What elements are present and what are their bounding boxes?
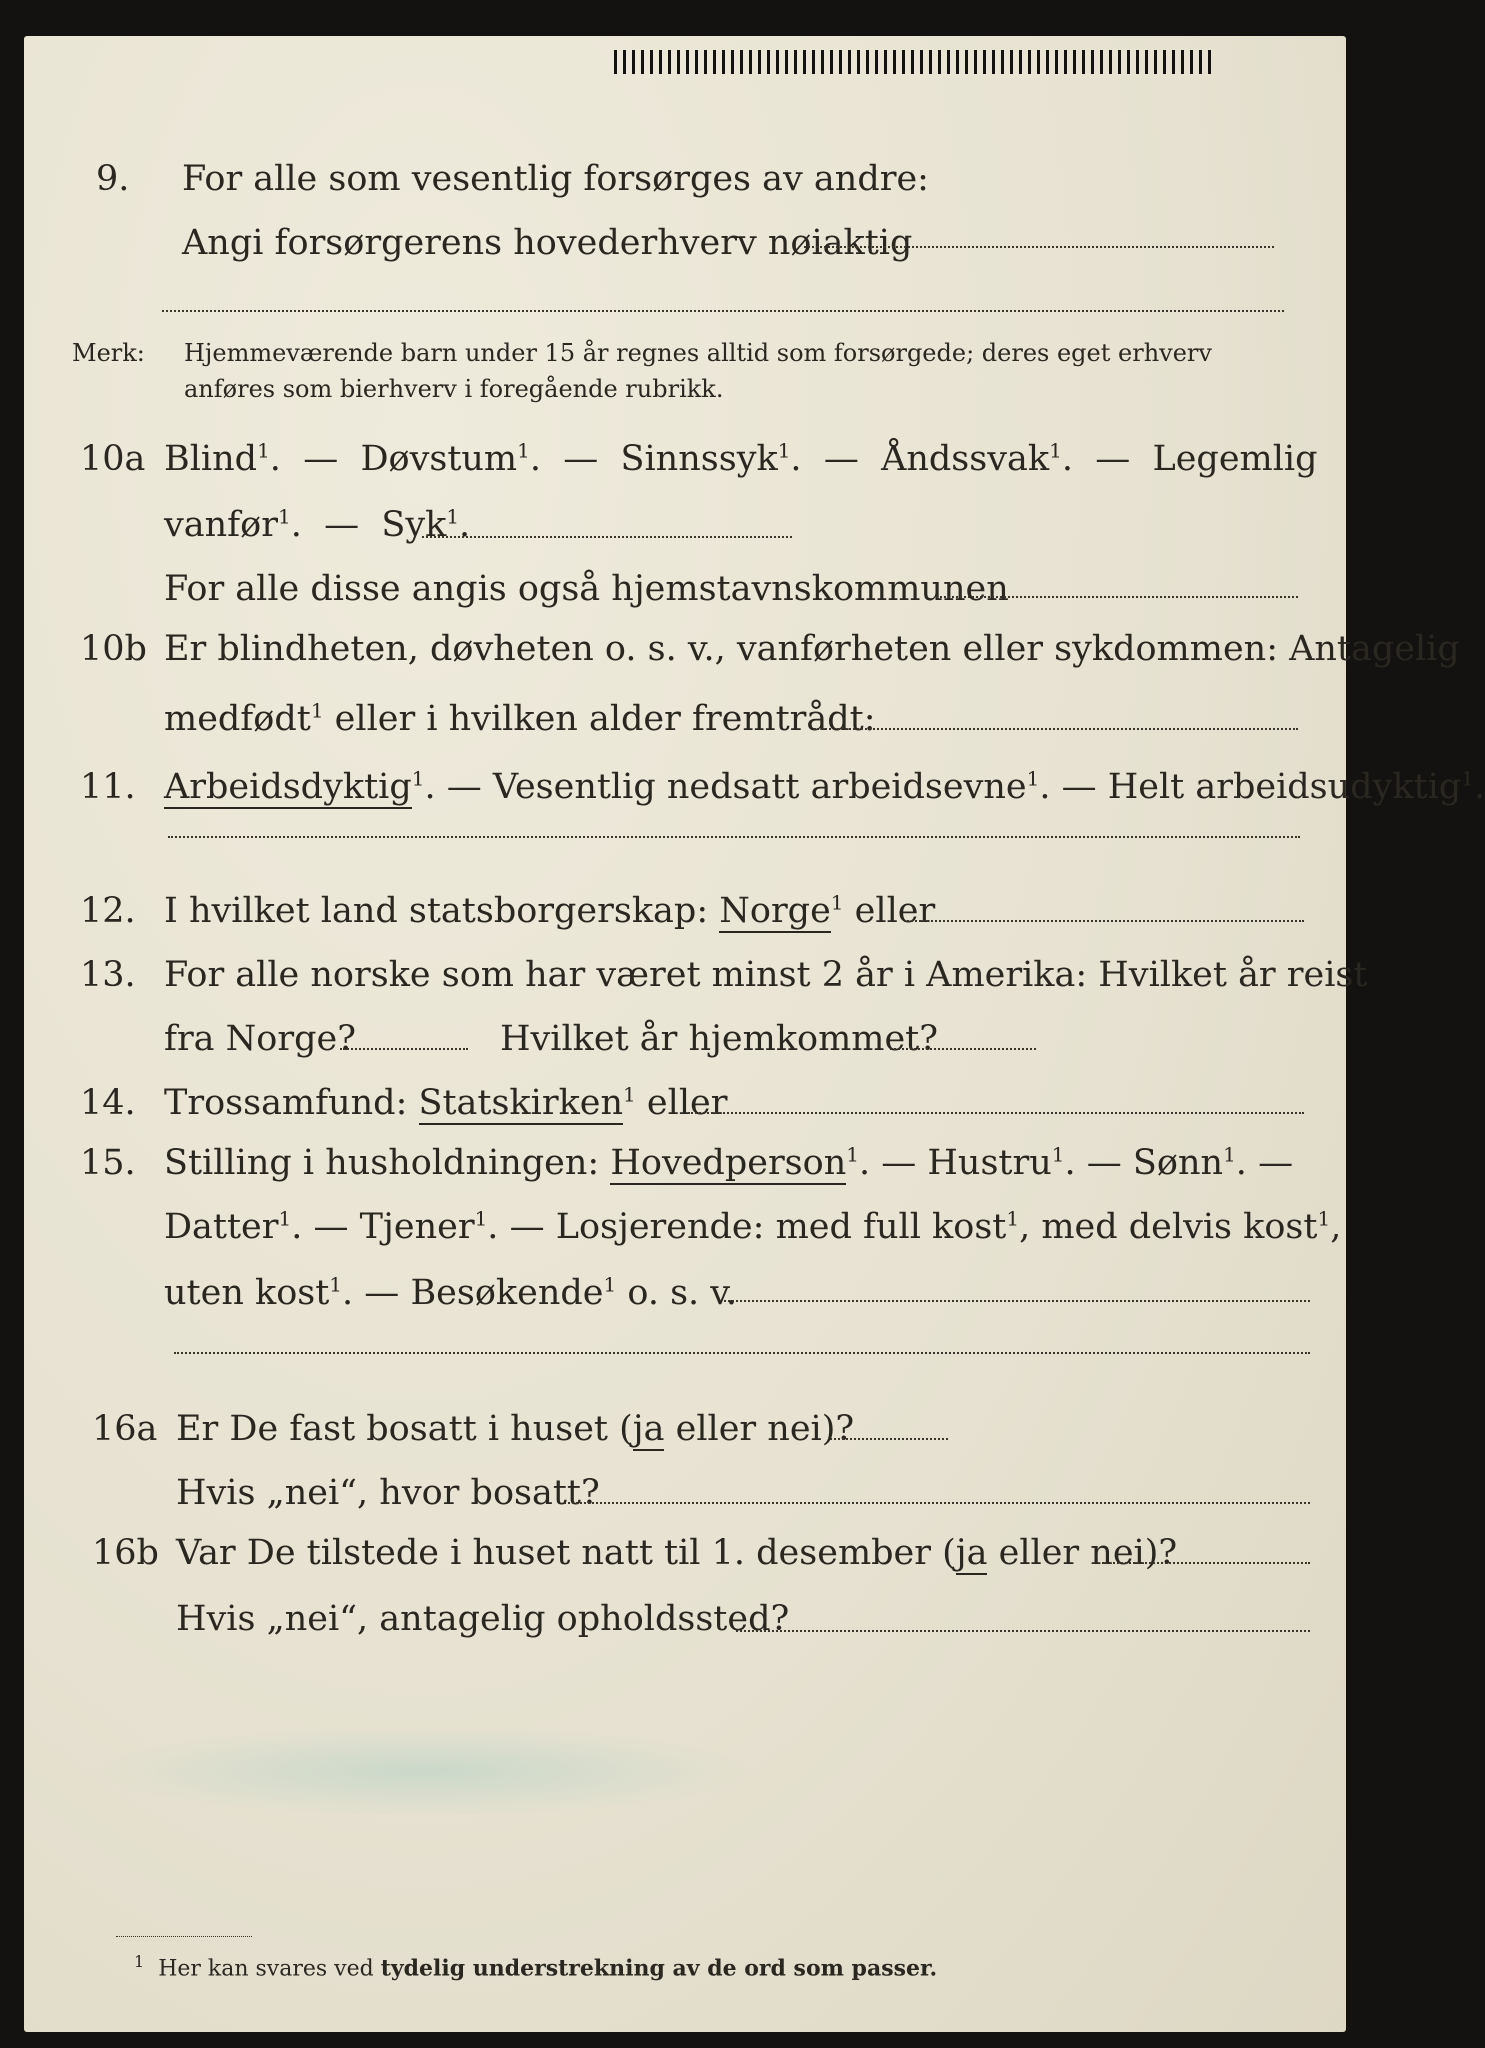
option-helt-udyktig[interactable]: Helt arbeidsudyktig — [1107, 767, 1462, 807]
answer-field[interactable] — [890, 1048, 1036, 1050]
question-text: Angi forsørgerens hovederhverv nøiaktig — [182, 223, 913, 263]
question-text: Hvis „nei“, antagelig opholdssted? — [176, 1599, 790, 1639]
answer-field[interactable] — [814, 728, 1298, 730]
option-tjener[interactable]: Tjener — [359, 1207, 475, 1247]
question-number: 12. — [80, 891, 136, 931]
question-text: Hvis „nei“, hvor bosatt? — [176, 1473, 600, 1513]
option-arbeidsdyktig[interactable]: Arbeidsdyktig — [164, 767, 412, 807]
answer-field[interactable] — [804, 246, 1274, 248]
answer-field[interactable] — [168, 836, 1300, 838]
option-sonn[interactable]: Sønn — [1132, 1143, 1224, 1183]
question-text: fra Norge? — [164, 1019, 356, 1059]
note-line-1: Hjemmeværende barn under 15 år regnes alltid som forsørgede; deres eget erhverv — [184, 339, 1212, 367]
answer-field[interactable] — [688, 1112, 1304, 1114]
question-text: For alle norske som har været minst 2 år i Amerika: Hvilket år reist — [164, 955, 1368, 995]
census-form-sheet: 9. For alle som vesentlig forsørges av andre: Angi forsørgerens hovederhverv nøiaktig Merk: Hjemmeværende barn under 15 år regnes alltid som forsørgede; deres eget erhverv anføres som bierhverv i foregående rubrikk. 10a Blind$^1$. — Døvstum$^1$. — Sinnssyk$^1$. — Åndssvak$^1$. — Legemlig vanfør$^1$. — Syk$^1$. For alle disse angis også hjemstavnskommunen 10b Er blindheten, døvheten o. s. v., vanførheten eller sykdommen: Antagelig medfødt$^1$ eller i hvilken alder fremtrådt: 11. Arbeidsdyktig$^1$. — Vesentlig nedsatt arbeidsevne$^1$. — Helt arbeidsudyktig$^1$. 12. I hvilket land statsborgerskap: Norge$^1$ eller 13. For alle norske som har været minst 2 år i Amerika: Hvilket år reist fra Norge? Hvilket år hjemkommet? 14. Trossamfund: Statskirken$^1$ eller 15. Stilling i husholdningen: Hovedperson$^1$. — Hustru$^1$. — Sønn$^1$. — Datter$^1$. — Tjener$^1$. — Losjerende: med full kost$^1$, med delvis kost$^1$, uten kost$^1$. — Besøkende$^1$ o. s. v. 16a Er De fast bosatt i huset (ja eller nei)? Hvis „nei“, hvor bosatt? 16b Var De tilstede i huset natt til 1. desember (ja eller nei)? Hvis „nei“, antagelig opholdssted? $^1$ Her kan svares ved tydelig understrekning av de ord som passer. — [24, 36, 1346, 2032]
answer-field[interactable] — [724, 1300, 1310, 1302]
option-ja[interactable]: ja — [955, 1533, 988, 1573]
footnote: $^1$ Her kan svares ved tydelig understrekning av de ord som passer. — [134, 1952, 938, 1982]
question-number: 16a — [92, 1409, 158, 1449]
option-datter[interactable]: Datter — [164, 1207, 279, 1247]
option-uten-kost[interactable]: uten kost — [164, 1273, 330, 1313]
footnote-rule — [116, 1936, 252, 1937]
question-text: For alle som vesentlig forsørges av andre: — [182, 159, 929, 199]
option-ja[interactable]: ja — [632, 1409, 665, 1449]
option-norge[interactable]: Norge — [719, 891, 831, 931]
answer-field[interactable] — [162, 310, 1284, 312]
option-statskirken[interactable]: Statskirken — [418, 1083, 624, 1123]
answer-field[interactable] — [340, 1048, 468, 1050]
question-number: 13. — [80, 955, 136, 995]
option-delvis-kost[interactable]: med delvis kost — [1041, 1207, 1318, 1247]
question-number: 10a — [80, 439, 146, 479]
option-andssvak[interactable]: Åndssvak — [881, 439, 1050, 479]
note-line-2: anføres som bierhverv i foregående rubrikk. — [184, 375, 724, 403]
answer-field[interactable] — [830, 1438, 948, 1440]
answer-field[interactable] — [1102, 1562, 1310, 1564]
paper-stain — [94, 1726, 754, 1816]
answer-field[interactable] — [936, 596, 1298, 598]
option-hustru[interactable]: Hustru — [927, 1143, 1052, 1183]
option-vanfor[interactable]: vanfør — [164, 505, 278, 545]
option-medfodt[interactable]: medfødt — [164, 699, 311, 739]
note-label: Merk: — [72, 339, 145, 367]
question-number: 16b — [92, 1533, 159, 1573]
answer-field[interactable] — [174, 1352, 1310, 1354]
option-nedsatt[interactable]: Vesentlig nedsatt arbeidsevne — [492, 767, 1027, 807]
question-number: 14. — [80, 1083, 136, 1123]
option-legemlig[interactable]: Legemlig — [1152, 439, 1318, 479]
question-number: 15. — [80, 1143, 136, 1183]
answer-field[interactable] — [422, 536, 792, 538]
question-text: Blind$^1$. — Døvstum$^1$. — Sinnssyk$^1$. — Åndssvak$^1$. — Legemlig — [164, 438, 1318, 479]
option-dovstum[interactable]: Døvstum — [360, 439, 518, 479]
question-text: For alle disse angis også hjemstavnskommunen — [164, 569, 1009, 609]
question-text: Er blindheten, døvheten o. s. v., vanførheten eller sykdommen: Antagelig — [164, 629, 1460, 669]
option-full-kost[interactable]: med full kost — [775, 1207, 1007, 1247]
question-number: 10b — [80, 629, 147, 669]
option-syk[interactable]: Syk — [381, 505, 447, 545]
answer-field[interactable] — [904, 920, 1304, 922]
question-number: 9. — [96, 159, 130, 199]
option-sinnssyk[interactable]: Sinnssyk — [620, 439, 778, 479]
option-hovedperson[interactable]: Hovedperson — [610, 1143, 847, 1183]
question-number: 11. — [80, 767, 136, 807]
scan-edge-mark — [614, 50, 1214, 74]
answer-field[interactable] — [736, 1630, 1310, 1632]
answer-field[interactable] — [564, 1502, 1310, 1504]
option-besokende[interactable]: Besøkende — [410, 1273, 604, 1313]
question-text: Hvilket år hjemkommet? — [500, 1019, 939, 1059]
option-blind[interactable]: Blind — [164, 439, 258, 479]
